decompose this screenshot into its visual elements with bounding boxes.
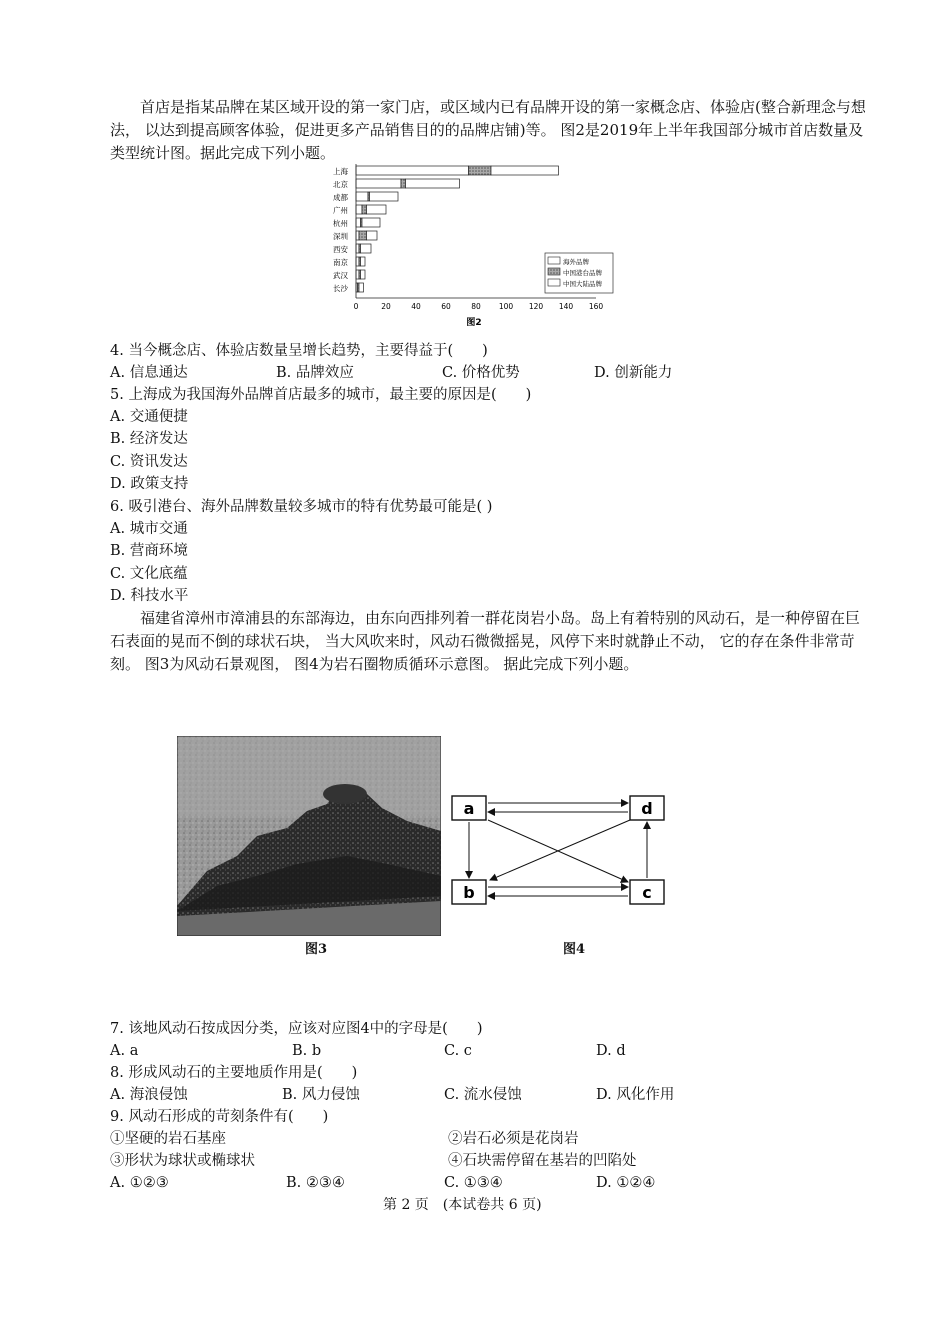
bar-segment [362,218,380,227]
legend-swatch [548,279,560,286]
bar-segment [491,166,559,175]
category-label: 杭州 [333,219,348,228]
category-label: 上海 [333,167,348,176]
question-6-stem: 6. 吸引港台、海外品牌数量较多城市的特有优势最可能是( ) [110,499,493,515]
q9-option-d[interactable]: D. ①②④ [596,1175,656,1191]
category-label: 北京 [333,180,348,189]
q7-option-a[interactable]: A. a [110,1043,139,1059]
q6-option-d[interactable]: D. 科技水平 [110,588,189,604]
bar-segment [359,283,364,292]
q9-condition-3: ③形状为球状或椭球状 [110,1153,255,1169]
bar-segment [356,270,359,279]
q4-option-b[interactable]: B. 品牌效应 [276,365,354,381]
label-a: a [463,799,475,818]
legend-swatch [548,268,560,275]
x-tick-label: 20 [381,302,391,311]
bar-segment [401,179,406,188]
bar-segment [359,231,367,240]
intro-paragraph-2: 福建省漳州市漳浦县的东部海边，由东向西排列着一群花岗岩小岛。岛上有着特别的风动石，是一种停留在巨石表面的晃而不倒的球状石块， 当大风吹来时，风动石微微摇晃，风停下来时就静止不动， 它的存在条件非常苛刻。 图3为风动石景观图， 图4为岩石圈物质循环示意图。 据此完成下列小题。 [110,609,861,673]
q8-option-c[interactable]: C. 流水侵蚀 [444,1087,522,1103]
bar-segment [362,205,367,214]
chart-svg [328,158,620,343]
q5-option-d[interactable]: D. 政策支持 [110,476,189,492]
bar-segment [356,244,359,253]
q8-option-d[interactable]: D. 风化作用 [596,1087,675,1103]
x-tick-label: 0 [353,302,359,311]
q9-option-b[interactable]: B. ②③④ [286,1175,345,1191]
legend-label: 海外品牌 [563,258,589,266]
q9-option-c[interactable]: C. ①③④ [444,1175,503,1191]
question-7-stem: 7. 该地风动石按成因分类，应该对应图4中的字母是( ) [110,1021,483,1037]
category-label: 长沙 [333,284,348,293]
bar-segment [361,270,366,279]
category-label: 成都 [333,193,348,202]
q6-option-c[interactable]: C. 文化底蕴 [110,566,188,582]
bar-segment [356,257,359,266]
bar-segment [370,192,399,201]
q7-option-d[interactable]: D. d [596,1043,626,1059]
label-b: b [463,883,475,902]
question-4-stem: 4. 当今概念店、体验店数量呈增长趋势，主要得益于( ) [110,343,488,359]
q9-option-a[interactable]: A. ①②③ [110,1175,169,1191]
legend-label: 中国大陆品牌 [563,280,602,288]
question-9-options [110,1172,762,1194]
q6-option-b[interactable]: B. 营商环境 [110,543,188,559]
x-tick-label: 40 [411,302,421,311]
q6-option-a[interactable]: A. 城市交通 [110,521,188,537]
category-label: 深圳 [333,232,348,241]
q5-option-a[interactable]: A. 交通便捷 [110,409,188,425]
bar-segment [356,231,359,240]
q4-option-c[interactable]: C. 价格优势 [442,365,520,381]
bar-segment [356,192,368,201]
bar-segment [367,231,378,240]
rock-cycle-diagram [448,790,678,910]
q5-option-b[interactable]: B. 经济发达 [110,431,188,447]
chart-title: 图2 [466,318,482,328]
q4-option-a[interactable]: A. 信息通达 [110,365,188,381]
bar-segment [356,205,362,214]
bar-segment [356,179,401,188]
x-tick-label: 100 [498,302,514,311]
x-tick-label: 120 [528,302,544,311]
bar-segment [406,179,460,188]
bar-segment [361,244,372,253]
q9-condition-4: ④石块需停留在基岩的凹陷处 [448,1153,637,1169]
bar-segment [367,205,387,214]
legend-swatch [548,257,560,264]
category-label: 南京 [333,258,348,267]
intro-paragraph-1: 首店是指某品牌在某区域开设的第一家门店，或区域内已有品牌开设的第一家概念店、体验店(整合新理念与想法， 以达到提高顾客体验，促进更多产品销售目的的品牌店铺)等。 图2是2019年上半年我国部分城市首店数量及类型统计图。据此完成下列小题。 [110,98,866,162]
question-8-options [110,1084,762,1106]
question-4-options [110,362,760,384]
x-tick-label: 140 [558,302,574,311]
figure-4-caption: 图4 [563,942,586,957]
q9-condition-1: ①坚硬的岩石基座 [110,1131,226,1147]
question-5-stem: 5. 上海成为我国海外品牌首店最多的城市，最主要的原因是( ) [110,387,532,403]
page-footer: 第 2 页 (本试卷共 6 页) [383,1197,542,1213]
wind-rock-photo [177,736,441,936]
category-label: 武汉 [333,271,348,280]
q7-option-b[interactable]: B. b [292,1043,322,1059]
q8-option-b[interactable]: B. 风力侵蚀 [282,1087,360,1103]
q4-option-d[interactable]: D. 创新能力 [594,365,673,381]
x-tick-label: 160 [588,302,604,311]
question-7-options [110,1040,762,1062]
x-tick-label: 80 [471,302,481,311]
bar-chart-figure-2 [328,158,620,343]
category-label: 广州 [333,206,348,215]
question-8-stem: 8. 形成风动石的主要地质作用是( ) [110,1065,358,1081]
category-label: 西安 [333,245,348,254]
wind-rock-photo-svg [177,736,441,936]
bar-segment [356,218,361,227]
rock-cycle-svg [448,790,678,910]
label-c: c [642,883,652,902]
label-d: d [641,799,653,818]
bar-segment [361,257,366,266]
bar-segment [469,166,492,175]
q8-option-a[interactable]: A. 海浪侵蚀 [110,1087,188,1103]
q9-condition-2: ②岩石必须是花岗岩 [448,1131,579,1147]
bar-segment [356,166,469,175]
x-tick-label: 60 [441,302,451,311]
question-9-stem: 9. 风动石形成的苛刻条件有( ) [110,1109,329,1125]
q7-option-c[interactable]: C. c [444,1043,472,1059]
legend-label: 中国港台品牌 [563,269,602,277]
q5-option-c[interactable]: C. 资讯发达 [110,454,188,470]
figure-3-caption: 图3 [305,942,328,957]
